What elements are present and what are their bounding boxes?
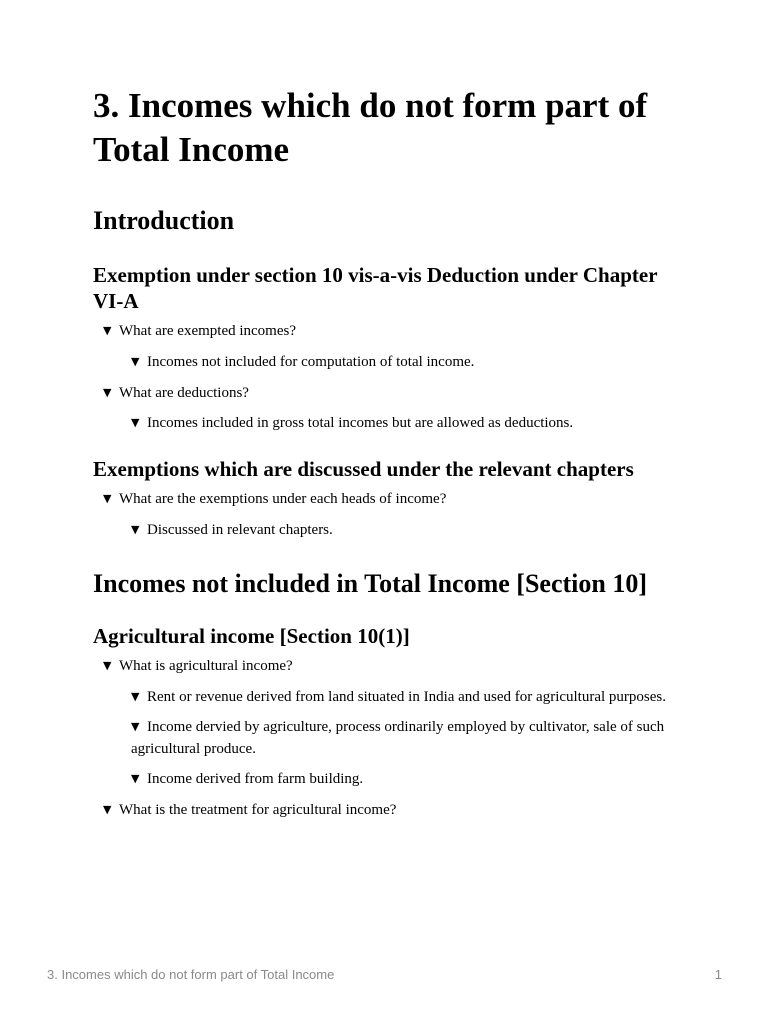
toggle-label: Discussed in relevant chapters. (147, 522, 333, 538)
triangle-down-icon[interactable]: ▼ (131, 416, 140, 429)
triangle-down-icon[interactable]: ▼ (131, 720, 140, 733)
toggle-income-by-agriculture[interactable] (131, 716, 673, 760)
toggle-label: What are the exemptions under each heads of income? (119, 491, 447, 507)
subsection-heading-relevant-chapters: Exemptions which are discussed under the relevant chapters (93, 457, 634, 481)
subsection-heading-agricultural-income: Agricultural income [Section 10(1)] (93, 624, 410, 648)
toggle-what-is-agricultural-income[interactable] (103, 655, 673, 677)
toggle-label: Rent or revenue derived from land situated in India and used for agricultural purposes. (147, 689, 667, 705)
page-title: 3. Incomes which do not form part of Total Income (93, 86, 648, 169)
toggle-exempted-incomes-answer[interactable] (131, 351, 673, 373)
toggle-treatment-agricultural-income[interactable] (103, 799, 673, 821)
section-heading-section-10: Incomes not included in Total Income [Section 10] (93, 569, 647, 598)
toggle-exemptions-heads[interactable] (103, 488, 673, 510)
toggle-rent-or-revenue[interactable] (131, 686, 673, 708)
subsection-heading-exemption-vs-deduction: Exemption under section 10 vis-a-vis Deduction under Chapter VI-A (93, 263, 658, 313)
toggle-label: Incomes included in gross total incomes but are allowed as deductions. (147, 415, 574, 431)
triangle-down-icon[interactable]: ▼ (131, 690, 140, 703)
toggle-exempted-incomes[interactable] (103, 320, 673, 342)
section-heading-introduction: Introduction (93, 206, 235, 235)
toggle-label: What are deductions? (119, 385, 249, 401)
toggle-label: Income dervied by agriculture, process ordinarily employed by cultivator, sale of such agricultural produce. (131, 719, 665, 757)
triangle-down-icon[interactable]: ▼ (103, 386, 112, 399)
triangle-down-icon[interactable]: ▼ (131, 523, 140, 536)
page-number: 1 (714, 967, 722, 982)
page-footer (47, 967, 722, 982)
toggle-label: What are exempted incomes? (119, 323, 296, 339)
toggle-deductions-answer[interactable] (131, 412, 673, 434)
toggle-label: Income derived from farm building. (147, 771, 364, 787)
triangle-down-icon[interactable]: ▼ (103, 803, 112, 816)
toggle-deductions[interactable] (103, 382, 673, 404)
toggle-farm-building[interactable] (131, 768, 673, 790)
triangle-down-icon[interactable]: ▼ (131, 772, 140, 785)
toggle-label: Incomes not included for computation of total income. (147, 354, 475, 370)
footer-document-title: 3. Incomes which do not form part of Total Income (47, 967, 335, 982)
triangle-down-icon[interactable]: ▼ (103, 324, 112, 337)
triangle-down-icon[interactable]: ▼ (131, 355, 140, 368)
page-content (93, 84, 673, 821)
triangle-down-icon[interactable]: ▼ (103, 659, 112, 672)
toggle-exemptions-heads-answer[interactable] (131, 519, 673, 541)
triangle-down-icon[interactable]: ▼ (103, 492, 112, 505)
toggle-label: What is the treatment for agricultural income? (119, 802, 397, 818)
toggle-label: What is agricultural income? (119, 658, 293, 674)
